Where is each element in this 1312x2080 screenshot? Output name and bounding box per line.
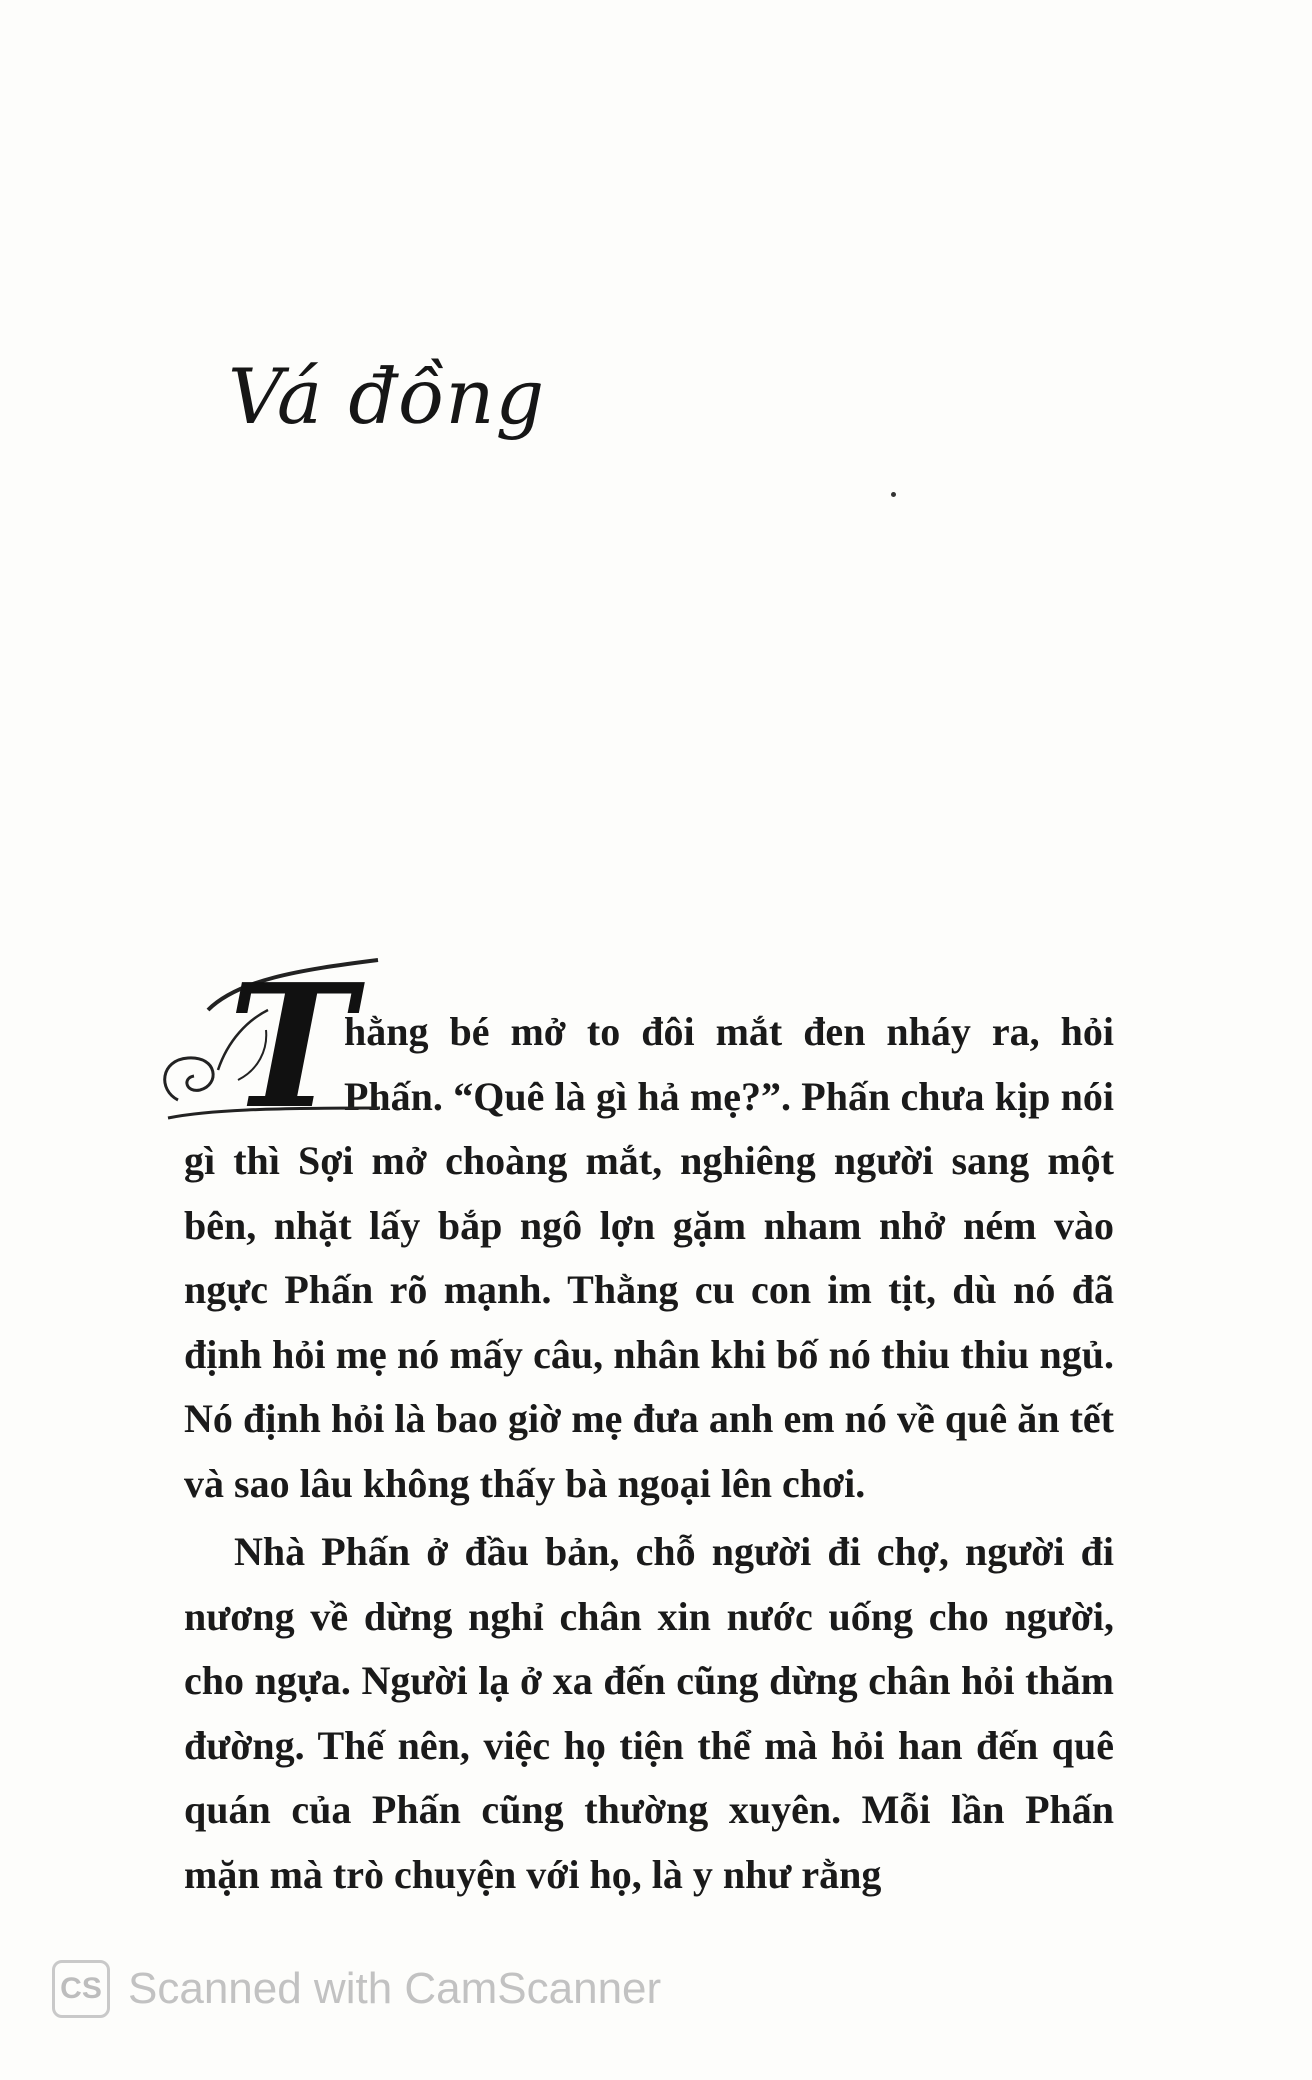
- chapter-title: Vá đồng: [228, 352, 546, 441]
- watermark-text: Scanned with CamScanner: [128, 1964, 662, 2013]
- paragraph-1-text: hằng bé mở to đôi mắt đen nháy ra, hỏi Phấn. “Quê là gì hả mẹ?”. Phấn chưa kịp nói gì thì Sợi mở choàng mắt, nghiêng người sang một bên, nhặt lấy bắp ngô lợn gặm nham nhở ném vào ngực Phấn rõ mạnh. Thằng cu con im tịt, dù nó đã định hỏi mẹ nó mấy câu, nhân khi bố nó thiu thiu ngủ. Nó định hỏi là bao giờ mẹ đưa anh em nó về quê ăn tết và sao lâu không thấy bà ngoại lên chơi.: [184, 1009, 1114, 1506]
- camscanner-logo-icon: CS: [52, 1960, 110, 2018]
- dropcap: T: [172, 970, 338, 1100]
- scan-speck: [891, 492, 896, 497]
- chapter-body: [184, 947, 1114, 1907]
- camscanner-watermark: [52, 1960, 661, 2018]
- paragraph-2: Nhà Phấn ở đầu bản, chỗ người đi chợ, người đi nương về dừng nghỉ chân xin nước uống cho người, cho ngựa. Người lạ ở xa đến cũng dừng chân hỏi thăm đường. Thế nên, việc họ tiện thể mà hỏi han đến quê quán của Phấn cũng thường xuyên. Mỗi lần Phấn mặn mà trò chuyện với họ, là y như rằng: [184, 1529, 1114, 1897]
- paragraph-1: [184, 947, 1114, 1516]
